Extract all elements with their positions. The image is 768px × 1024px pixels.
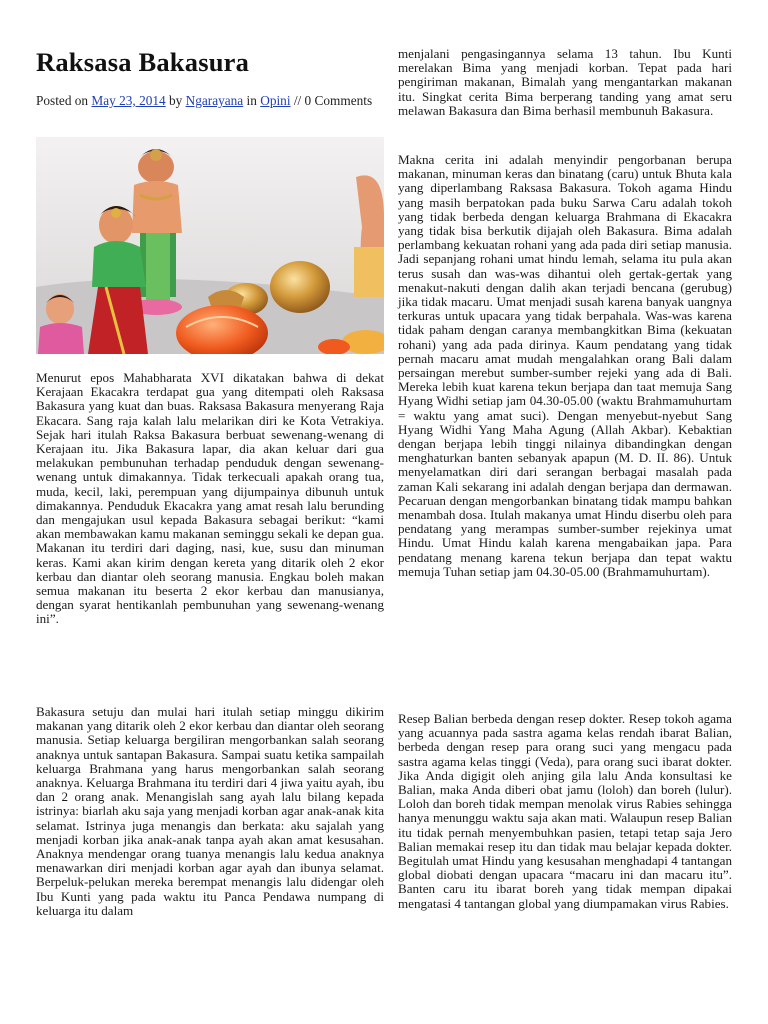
post-date-link[interactable]: May 23, 2014: [91, 93, 166, 108]
figurines-illustration: [36, 137, 384, 354]
by-word: by: [169, 93, 183, 108]
author-link[interactable]: Ngarayana: [185, 93, 244, 108]
page-title: Raksasa Bakasura: [36, 47, 250, 77]
posted-prefix: Posted on: [36, 93, 89, 108]
paragraph-2: Bakasura setuju dan mulai hari itulah setiap minggu dikirim makanan yang ditarik oleh 2 ekor kerbau dan diantar oleh seorang manusia. Setiap keluarga bergiliran mengorbankan salah seorang anaknya untuk santapan Bakasura. Sampai suatu ketika sampailah keluarga Brahmana yang harus mengorbankan salah seorang anaknya. Keluarga Brahmana itu terdiri dari 4 jiwa yaitu ayah, ibu dan 2 orang anak. Menangislah sang ayah lalu bilang kepada istrinya: biarlah aku saja yang menjadi korban agar anak-anak kita selamat. Istrinya juga menangis dan berkata: aku sajalah yang menjadi korban jika anak-anak tanpa ayah akan amat kesusahan. Anaknya mendengar orang tuanya menangis lalu kedua anaknya menawarkan diri menjadi korban agar ayah dan ibunya selamat. Berpeluk-pelukan mereka berempat menangis lalu didengar oleh Ibu Kunti yang pada waktu itu Panca Pendawa numpang di keluarga itu dalam: [36, 704, 384, 918]
post-meta: [36, 93, 376, 108]
paragraph-4: Makna cerita ini adalah menyindir pengorbanan berupa makanan, minuman keras dan binatang (caru) untuk Bhuta kala yang diperlambang Raksasa Bakasura. Tokoh agama Hindu yang masih berpatokan pada buku Sarwa Caru adalah tokoh yang tidak berbeda dengan keluarga Brahmana di Ekacakra yang tidak bisa berkutik dijajah oleh Bakasura. Bima adalah perlambang kekuatan rohani yang ada pada diri setiap manusia. Jadi sepanjang rohani umat hindu lemah, selama itu pula akan terus susah dan was-was dihantui oleh gertak-gertak yang menakut-nakuti dengan dalih akan terjadi bencana (gerubug) jika tidak macaru. Umat menjadi susah karena banyak uangnya terkuras untuk upacara yang tidak berpahala. Was-was karena tidak paham dengan caranya membangkitkan Bima (kekuatan rohani) yang ada pada dirinya. Kaum pendatang yang tidak pernah macaru amat mudah mengalahkan orang Bali dalam persaingan merebut sumber-sumber rejeki yang ada di Bali. Mereka lebih kuat karena tekun berjapa dan taat memuja Sang Hyang Widhi setiap jam 04.30-05.00 (waktu Brahmamuhurtam = waktu yang amat suci). Dengan menyebut-nyebut Sang Hyang Widhi Yang Maha Agung (Allah Akbar). Kebaktian dengan berjapa lebih tinggi nilainya dibandingkan dengan menghaturkan banten sebanyak apapun (M. D. II. 86). Untuk menyelamatkan diri dari serangan berbagai masalah pada zaman Kali sekarang ini adalah dengan berjapa dan dermawan. Pecaruan dengan mengorbankan binatang tidak mampu bahkan menambah dosa. Itulah makanya umat Hindu diserbu oleh para pendatang yang merampas sumber-sumber rejekinya umat Hindu. Umat Hindu kalah karena mengabaikan japa. Para pendatang menang karena tekun berjapa dan tepat waktu memuja Tuhan setiap jam 04.30-05.00 (Brahmamuhurtam).: [398, 152, 732, 579]
article-image: [36, 137, 384, 354]
paragraph-1: Menurut epos Mahabharata XVI dikatakan bahwa di dekat Kerajaan Ekacakra terdapat gua yang ditempati oleh Raksasa Bakasura yang kuat dan buas. Raksasa Bakasura menyerang Raja Ekacara. Sang raja kalah lalu melarikan diri ke Kota Vetrakiya. Sejak hari itulah Raksa Bakasura berbuat sewenang-wenang di Kerajaan itu. Jika Bakasura lapar, dia akan keluar dari gua melakukan pembunuhan terhadap penduduk dengan sewenang-wenang untuk dimakannya. Tidak terkecuali apakah orang tua, muda, kecil, laki, perempuan yang dijumpainya dibunuh untuk dimakannya. Penduduk Ekacakra yang amat resah lalu berunding dan mengajukan usul kepada Bakasura sebagai berikut: “kami akan membawakan kamu makanan seminggu sekali ke depan gua. Makanan itu terdiri dari daging, nasi, kue, susu dan minuman keras. Kami akan kirim dengan kereta yang ditarik oleh 2 ekor kerbau dan diantar oleh seorang manusia. Engkau boleh makan semua makanan itu beserta 2 ekor kerbau dan manusianya, dengan syarat hentikanlah pembunuhan yang sewenang-wenang ini”.: [36, 370, 384, 627]
paragraph-3: menjalani pengasingannya selama 13 tahun. Ibu Kunti merelakan Bima yang menjadi korban. Tepat pada hari pengiriman makanan, Bimalah yang mengantarkan makanan itu. Singkat cerita Bima berperang tanding yang amat seru melawan Bakasura dan Bima berhasil membunuh Bakasura.: [398, 46, 732, 118]
in-word: in: [246, 93, 257, 108]
paragraph-5: Resep Balian berbeda dengan resep dokter. Resep tokoh agama yang acuannya pada sastra agama kelas rendah ibarat Balian, berbeda dengan resep para orang suci yang mengacu pada sastra agama kelas tinggi (Veda), para orang suci ibarat dokter. Jika Anda digigit oleh anjing gila lalu Anda konsultasi ke Balian, maka Anda diberi obat jamu (loloh) dan boreh (lulur). Loloh dan boreh tidak mempan menolak virus Rabies sehingga hanya menunggu waktu saja akan mati. Walaupun resep Balian itu tidak pernah menyembuhkan pasien, tetapi tetap saja Jero Balian memakai resep itu dan tidak mau belajar kepada dokter. Begitulah umat Hindu yang kesusahan menghadapi 4 tantangan global diobati dengan upacara “macaru ini dan macaru itu”. Banten caru itu ibarat boreh yang tidak mempan dipakai mengatasi 4 tantangan global yang diumpamakan virus Rabies.: [398, 711, 732, 911]
comments-link[interactable]: // 0 Comments: [293, 93, 373, 108]
category-link[interactable]: Opini: [260, 93, 291, 108]
